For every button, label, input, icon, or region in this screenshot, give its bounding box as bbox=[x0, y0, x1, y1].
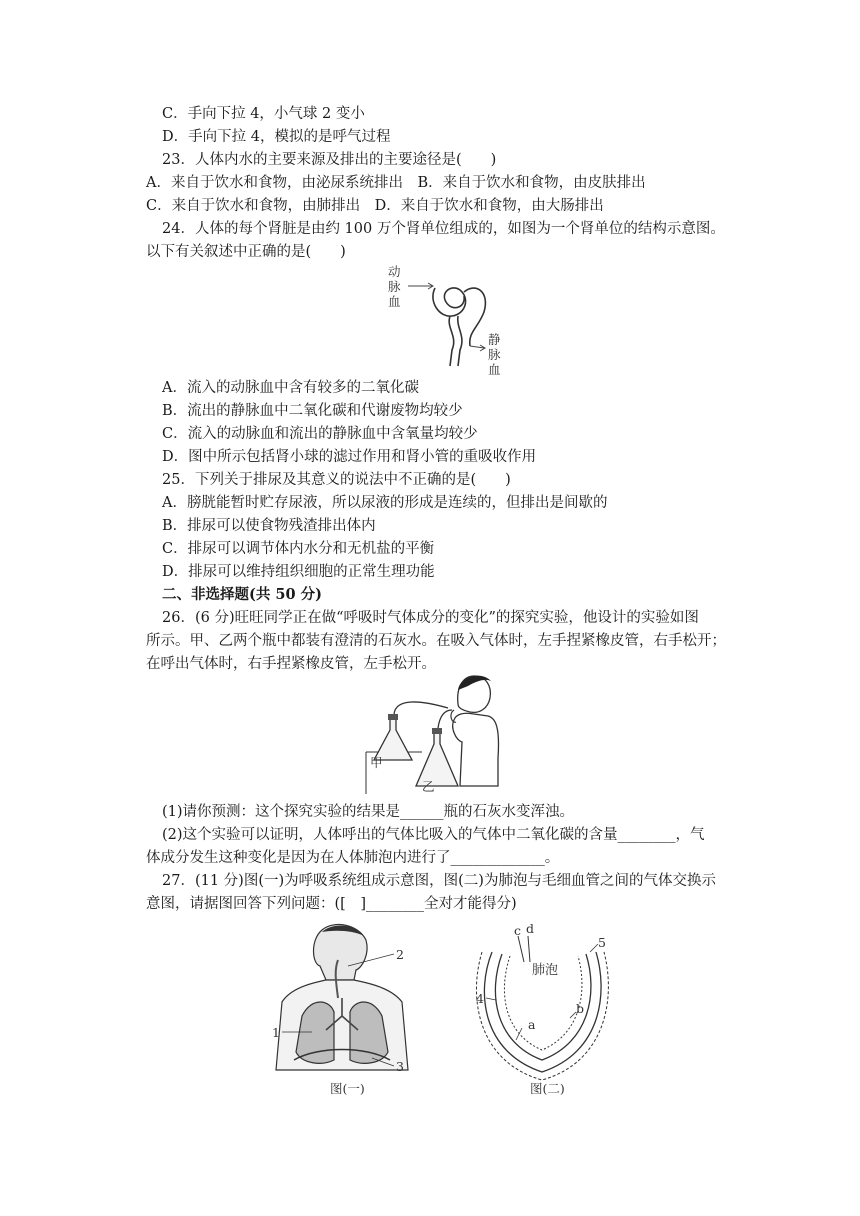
question-26-cont-1: 所示。甲、乙两个瓶中都装有澄清的石灰水。在吸入气体时，左手捏紧橡皮管，右手松开； bbox=[146, 633, 726, 649]
label-5: 5 bbox=[598, 935, 606, 950]
question-25: 25．下列关于排尿及其意义的说法中不正确的是( ) bbox=[162, 472, 511, 488]
alveolus-center-label: 肺泡 bbox=[532, 963, 559, 978]
question-27: 27．(11 分)图(一)为呼吸系统组成示意图，图(二)为肺泡与毛细血管之间的气体交换示 bbox=[162, 873, 716, 889]
options-cd-q23: C．来自于饮水和食物，由肺排出 D．来自于饮水和食物，由大肠排出 bbox=[146, 198, 604, 214]
question-27-cont: 意图，请据图回答下列问题：([ ]________全对才能得分) bbox=[146, 896, 517, 912]
question-26-part-2-cont: 体成分发生这种变化是因为在人体肺泡内进行了_____________。 bbox=[146, 850, 560, 866]
artery-blood-label: 动 脉 血 bbox=[388, 264, 401, 309]
question-26: 26．(6 分)旺旺同学正在做“呼吸时气体成分的变化”的探究实验，他设计的实验如图 bbox=[162, 610, 699, 626]
experiment-drawing bbox=[360, 668, 510, 796]
respiratory-system-drawing bbox=[262, 920, 422, 1080]
option-d-q22: D．手向下拉 4，模拟的是呼气过程 bbox=[162, 129, 391, 145]
option-a-q24: A．流入的动脉血中含有较多的二氧化碳 bbox=[162, 380, 419, 396]
label-a: a bbox=[528, 1017, 536, 1032]
bottle-jia-label: 甲 bbox=[370, 755, 383, 770]
label-3: 3 bbox=[396, 1059, 404, 1074]
option-d-q24: D．图中所示包括肾小球的滤过作用和肾小管的重吸收作用 bbox=[162, 449, 537, 465]
option-b-q25: B．排尿可以使食物残渣排出体内 bbox=[162, 518, 376, 534]
option-c-q25: C．排尿可以调节体内水分和无机盐的平衡 bbox=[162, 541, 435, 557]
figure-1-caption: 图(一) bbox=[330, 1081, 365, 1096]
option-c-q24: C．流入的动脉血和流出的静脉血中含氧量均较少 bbox=[162, 426, 478, 442]
question-24-cont: 以下有关叙述中正确的是( ) bbox=[146, 244, 346, 260]
label-c: c bbox=[514, 923, 522, 938]
label-1: 1 bbox=[272, 1025, 280, 1040]
option-c-q22: C．手向下拉 4，小气球 2 变小 bbox=[162, 106, 365, 122]
option-a-q25: A．膀胱能暂时贮存尿液，所以尿液的形成是连续的，但排出是间歇的 bbox=[162, 495, 608, 511]
question-24: 24．人体的每个肾脏是由约 100 万个肾单位组成的，如图为一个肾单位的结构示意图。 bbox=[162, 221, 725, 237]
alveolus-figure bbox=[472, 922, 622, 1098]
figure-2-caption: 图(二) bbox=[530, 1081, 565, 1096]
label-4: 4 bbox=[476, 991, 484, 1006]
question-23: 23．人体内水的主要来源及排出的主要途径是( ) bbox=[162, 152, 497, 168]
question-26-cont-2: 在呼出气体时，右手捏紧橡皮管，左手松开。 bbox=[146, 656, 436, 672]
question-26-part-2: (2)这个实验可以证明，人体呼出的气体比吸入的气体中二氧化碳的含量________，气 bbox=[162, 827, 705, 843]
options-ab-q23: A．来自于饮水和食物，由泌尿系统排出 B．来自于饮水和食物，由皮肤排出 bbox=[146, 175, 646, 191]
label-2: 2 bbox=[396, 947, 404, 962]
breathing-experiment-figure bbox=[360, 668, 510, 796]
respiratory-system-figure bbox=[262, 920, 422, 1098]
label-b: b bbox=[576, 1001, 585, 1016]
nephron-figure bbox=[380, 262, 510, 377]
bottle-yi-label: 乙 bbox=[422, 779, 435, 794]
option-b-q24: B．流出的静脉血中二氧化碳和代谢废物均较少 bbox=[162, 403, 463, 419]
section-heading: 二、非选择题(共 50 分) bbox=[162, 586, 322, 603]
question-26-part-1: (1)请你预测：这个探究实验的结果是______瓶的石灰水变浑浊。 bbox=[162, 804, 575, 820]
vein-blood-label: 静 脉 血 bbox=[488, 332, 501, 377]
option-d-q25: D．排尿可以维持组织细胞的正常生理功能 bbox=[162, 564, 435, 580]
label-d: d bbox=[526, 921, 535, 936]
